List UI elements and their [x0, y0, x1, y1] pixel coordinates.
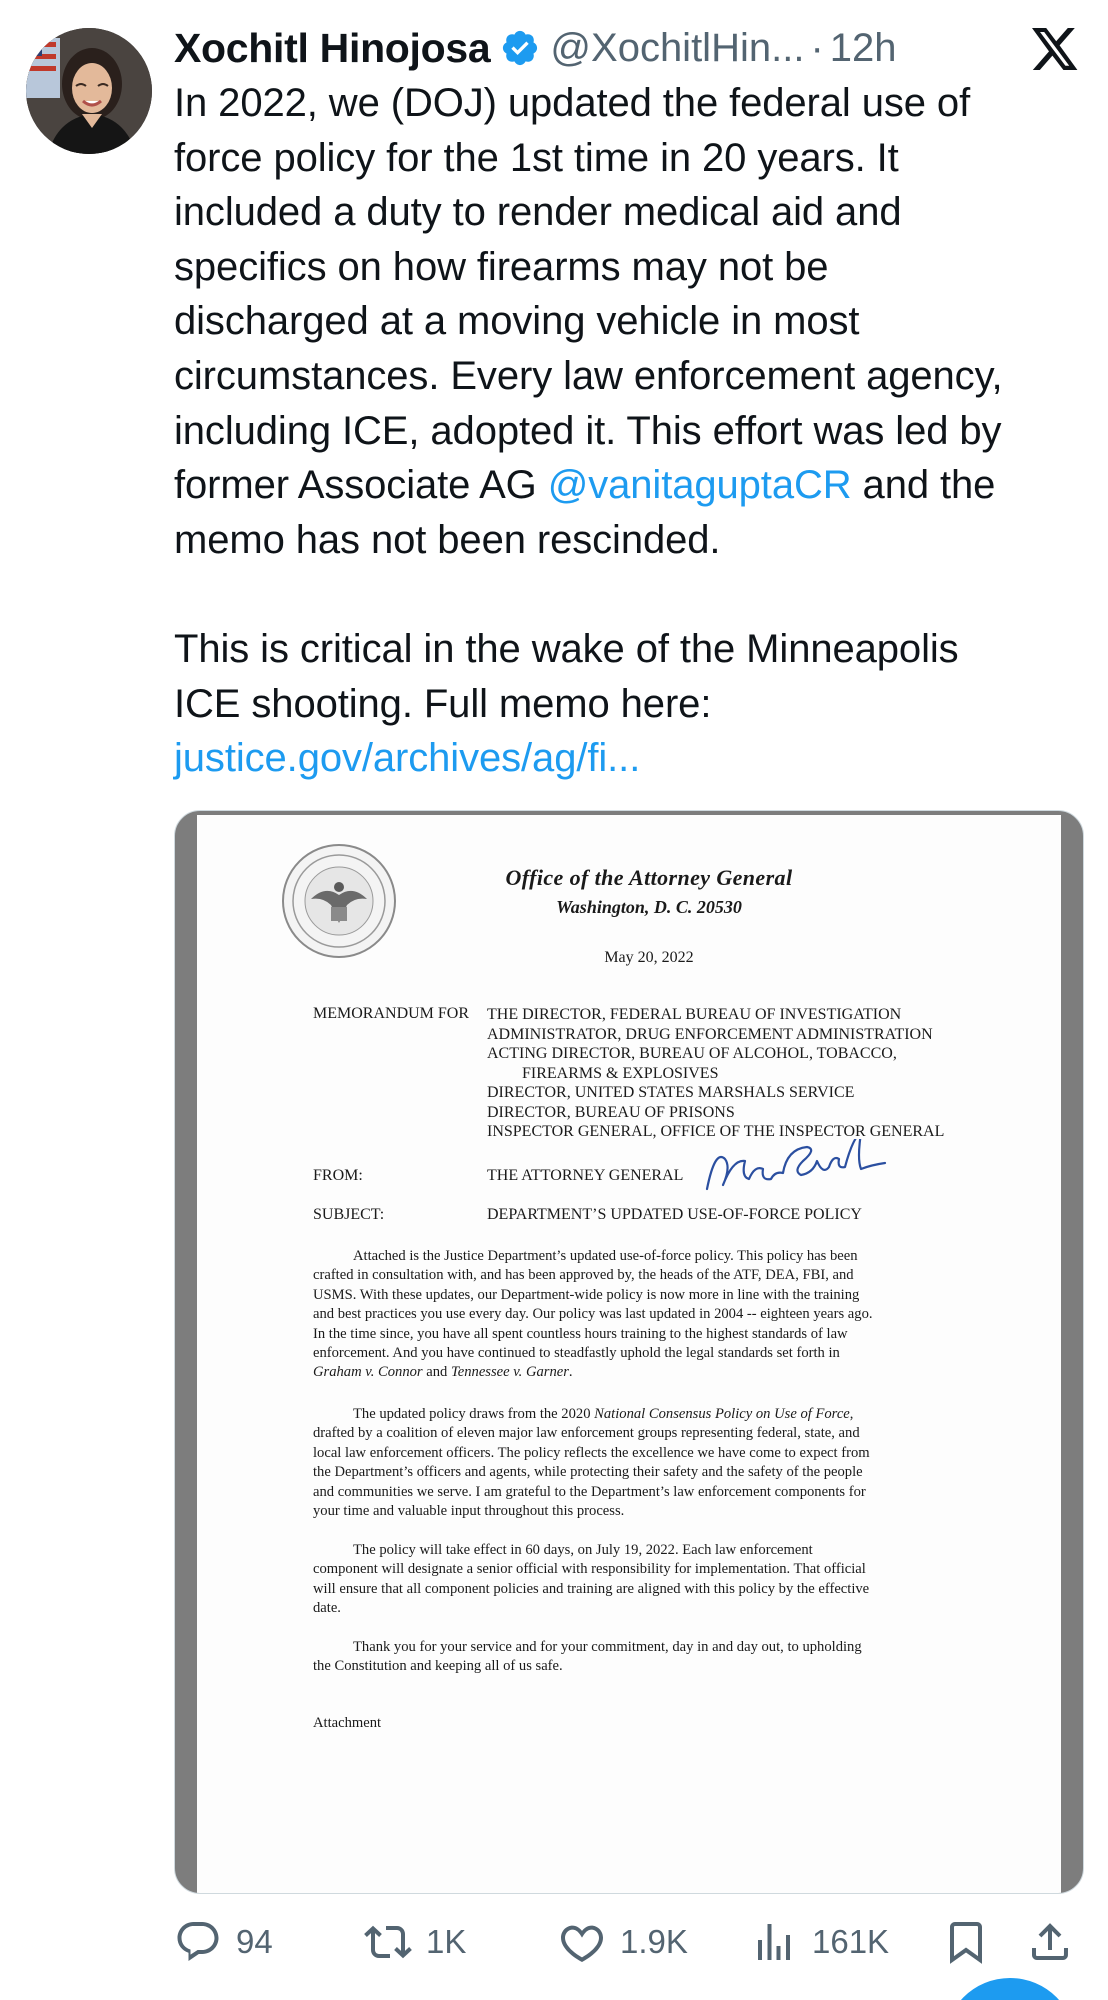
analytics-icon	[750, 1918, 798, 1966]
memo-line	[313, 1363, 963, 1382]
memo-document	[197, 815, 1061, 1893]
tweet-media-image[interactable]	[174, 810, 1084, 1894]
heart-icon	[558, 1918, 606, 1966]
bookmark-button[interactable]	[942, 1912, 990, 1972]
signature-image	[701, 1139, 927, 1203]
memo-line: and communities we serve. I am grateful to the Department’s law enforcement components for	[313, 1483, 866, 1500]
memo-url-link[interactable]: justice.gov/archives/ag/fi...	[174, 736, 641, 781]
memo-line: will ensure that all component policies and training are aligned with this policy by the effective	[313, 1580, 870, 1597]
tweet-text-line: memo has not been rescinded.	[174, 517, 721, 562]
paragraph-gap	[174, 567, 1084, 622]
memo-recipient: ACTING DIRECTOR, BUREAU OF ALCOHOL, TOBACCO,	[487, 1045, 897, 1062]
tweet-text-line: including ICE, adopted it. This effort was led by	[174, 408, 1002, 453]
repost-icon	[364, 1918, 412, 1966]
tweet-text-line: force policy for the 1st time in 20 years. It	[174, 135, 899, 180]
memo-text-fragment: .	[568, 1364, 573, 1381]
author-avatar[interactable]	[26, 28, 152, 154]
verified-badge-icon[interactable]	[500, 28, 540, 68]
share-icon	[1026, 1918, 1074, 1966]
repost-count: 1K	[426, 1923, 467, 1960]
memo-line: your time and valuable input throughout this process.	[313, 1503, 625, 1520]
tweet-text-line: specifics on how firearms may not be	[174, 244, 829, 289]
tweet-text-line: This is critical in the wake of the Minneapolis	[174, 626, 959, 671]
tweet-action-bar	[174, 1912, 1084, 1972]
mention-link[interactable]: @vanitaguptaCR	[547, 463, 852, 508]
tweet-text-line	[174, 458, 1084, 513]
reply-count: 94	[236, 1923, 273, 1960]
tweet-header	[174, 20, 1034, 76]
memo-line: the Constitution and keeping all of us safe.	[313, 1658, 563, 1675]
memo-line: Thank you for your service and for your commitment, day in and day out, to upholding	[353, 1639, 862, 1655]
memo-line: date.	[313, 1600, 341, 1617]
memo-text-fragment: The updated policy draws from the 2020	[353, 1406, 595, 1422]
view-count: 161K	[812, 1923, 890, 1960]
tweet-text-line: circumstances. Every law enforcement agency,	[174, 353, 1003, 398]
tweet-text-fragment: and the	[851, 463, 996, 508]
memo-line: the Department’s officers and agents, while protecting their safety and the safety of the people	[313, 1464, 863, 1481]
author-display-name[interactable]: Xochitl Hinojosa	[174, 24, 491, 71]
memo-line: The policy will take effect in 60 days, on July 19, 2022. Each law enforcement	[353, 1542, 813, 1558]
memo-line	[313, 1405, 963, 1424]
like-count: 1.9K	[620, 1923, 688, 1960]
memo-paragraph	[313, 1541, 963, 1619]
memo-recipient: ADMINISTRATOR, DRUG ENFORCEMENT ADMINISTRATION	[487, 1025, 933, 1043]
tweet-text-line: In 2022, we (DOJ) updated the federal use of	[174, 81, 971, 125]
memo-line: component will designate a senior official with responsibility for implementation. That official	[313, 1561, 866, 1578]
memo-line: and best practices you use every day. Our policy was last updated in 2004 -- eighteen years ago.	[313, 1306, 873, 1323]
memo-date: May 20, 2022	[604, 949, 694, 966]
memo-subject-value: DEPARTMENT’S UPDATED USE-OF-FORCE POLICY	[487, 1206, 862, 1223]
memo-recipients	[487, 1005, 944, 1142]
tweet-text-line: included a duty to render medical aid and	[174, 190, 902, 235]
memo-line: enforcement. And you have continued to steadfastly uphold the legal standards set forth in	[313, 1345, 840, 1362]
memo-recipient: INSPECTOR GENERAL, OFFICE OF THE INSPECTOR GENERAL	[487, 1123, 945, 1140]
memo-recipient: THE DIRECTOR, FEDERAL BUREAU OF INVESTIGATION	[487, 1006, 902, 1023]
memo-paragraph	[313, 1638, 963, 1677]
tweet-text-fragment: former Associate AG	[174, 463, 548, 508]
reply-icon	[174, 1918, 222, 1966]
memo-subject-label: SUBJECT:	[313, 1206, 385, 1223]
memo-italic-title: National Consensus Policy on Use of Force	[594, 1406, 850, 1422]
tweet-text	[174, 76, 1084, 786]
memo-office-title: Office of the Attorney General	[505, 865, 793, 890]
tweet-text-line: discharged at a moving vehicle in most	[174, 299, 860, 344]
memo-case-name: Tennessee v. Garner	[450, 1364, 569, 1381]
repost-button[interactable]	[364, 1912, 466, 1972]
memo-text-fragment: ,	[849, 1406, 854, 1422]
memo-line: crafted in consultation with, and has been approved by, the heads of the ATF, DEA, FBI, and	[313, 1267, 854, 1284]
memo-attachment-label: Attachment	[313, 1715, 382, 1731]
memo-recipient: FIREARMS & EXPLOSIVES	[522, 1064, 719, 1082]
memo-case-name: Graham v. Connor	[313, 1364, 423, 1381]
views-button[interactable]	[750, 1912, 889, 1972]
like-button[interactable]	[558, 1912, 688, 1972]
bookmark-icon	[942, 1918, 990, 1966]
memo-paragraph	[313, 1247, 963, 1383]
memo-recipient: DIRECTOR, UNITED STATES MARSHALS SERVICE	[487, 1084, 855, 1101]
memo-office-address: Washington, D. C. 20530	[556, 897, 742, 917]
memo-line: USMS. With these updates, our Department-wide policy is now more in line with the training	[313, 1286, 860, 1303]
memo-line: Attached is the Justice Department’s updated use-of-force policy. This policy has been	[353, 1248, 858, 1264]
x-logo-icon	[1030, 26, 1078, 72]
memo-line: drafted by a coalition of eleven major law enforcement groups representing federal, state, and	[313, 1425, 860, 1442]
memo-recipient: DIRECTOR, BUREAU OF PRISONS	[487, 1103, 735, 1121]
memo-for-label: MEMORANDUM FOR	[313, 1005, 470, 1022]
memo-paragraph	[313, 1405, 963, 1521]
reply-button[interactable]	[174, 1912, 273, 1972]
tweet-timestamp[interactable]: 12h	[829, 25, 897, 70]
memo-from-label: FROM:	[313, 1167, 363, 1184]
compose-fab-button[interactable]	[944, 1978, 1076, 2000]
memo-from-value: THE ATTORNEY GENERAL	[487, 1167, 684, 1184]
memo-text-fragment: and	[422, 1364, 451, 1381]
share-button[interactable]	[1026, 1912, 1074, 1972]
memo-line: In the time since, you have all spent countless hours training to the highest standards of law	[313, 1325, 848, 1342]
tweet-text-line: ICE shooting. Full memo here:	[174, 681, 712, 726]
header-separator: ·	[810, 25, 824, 70]
author-handle[interactable]: @XochitlHin...	[550, 25, 805, 70]
memo-line: local law enforcement officers. The policy reflects the excellence we have come to expect from	[313, 1444, 870, 1461]
